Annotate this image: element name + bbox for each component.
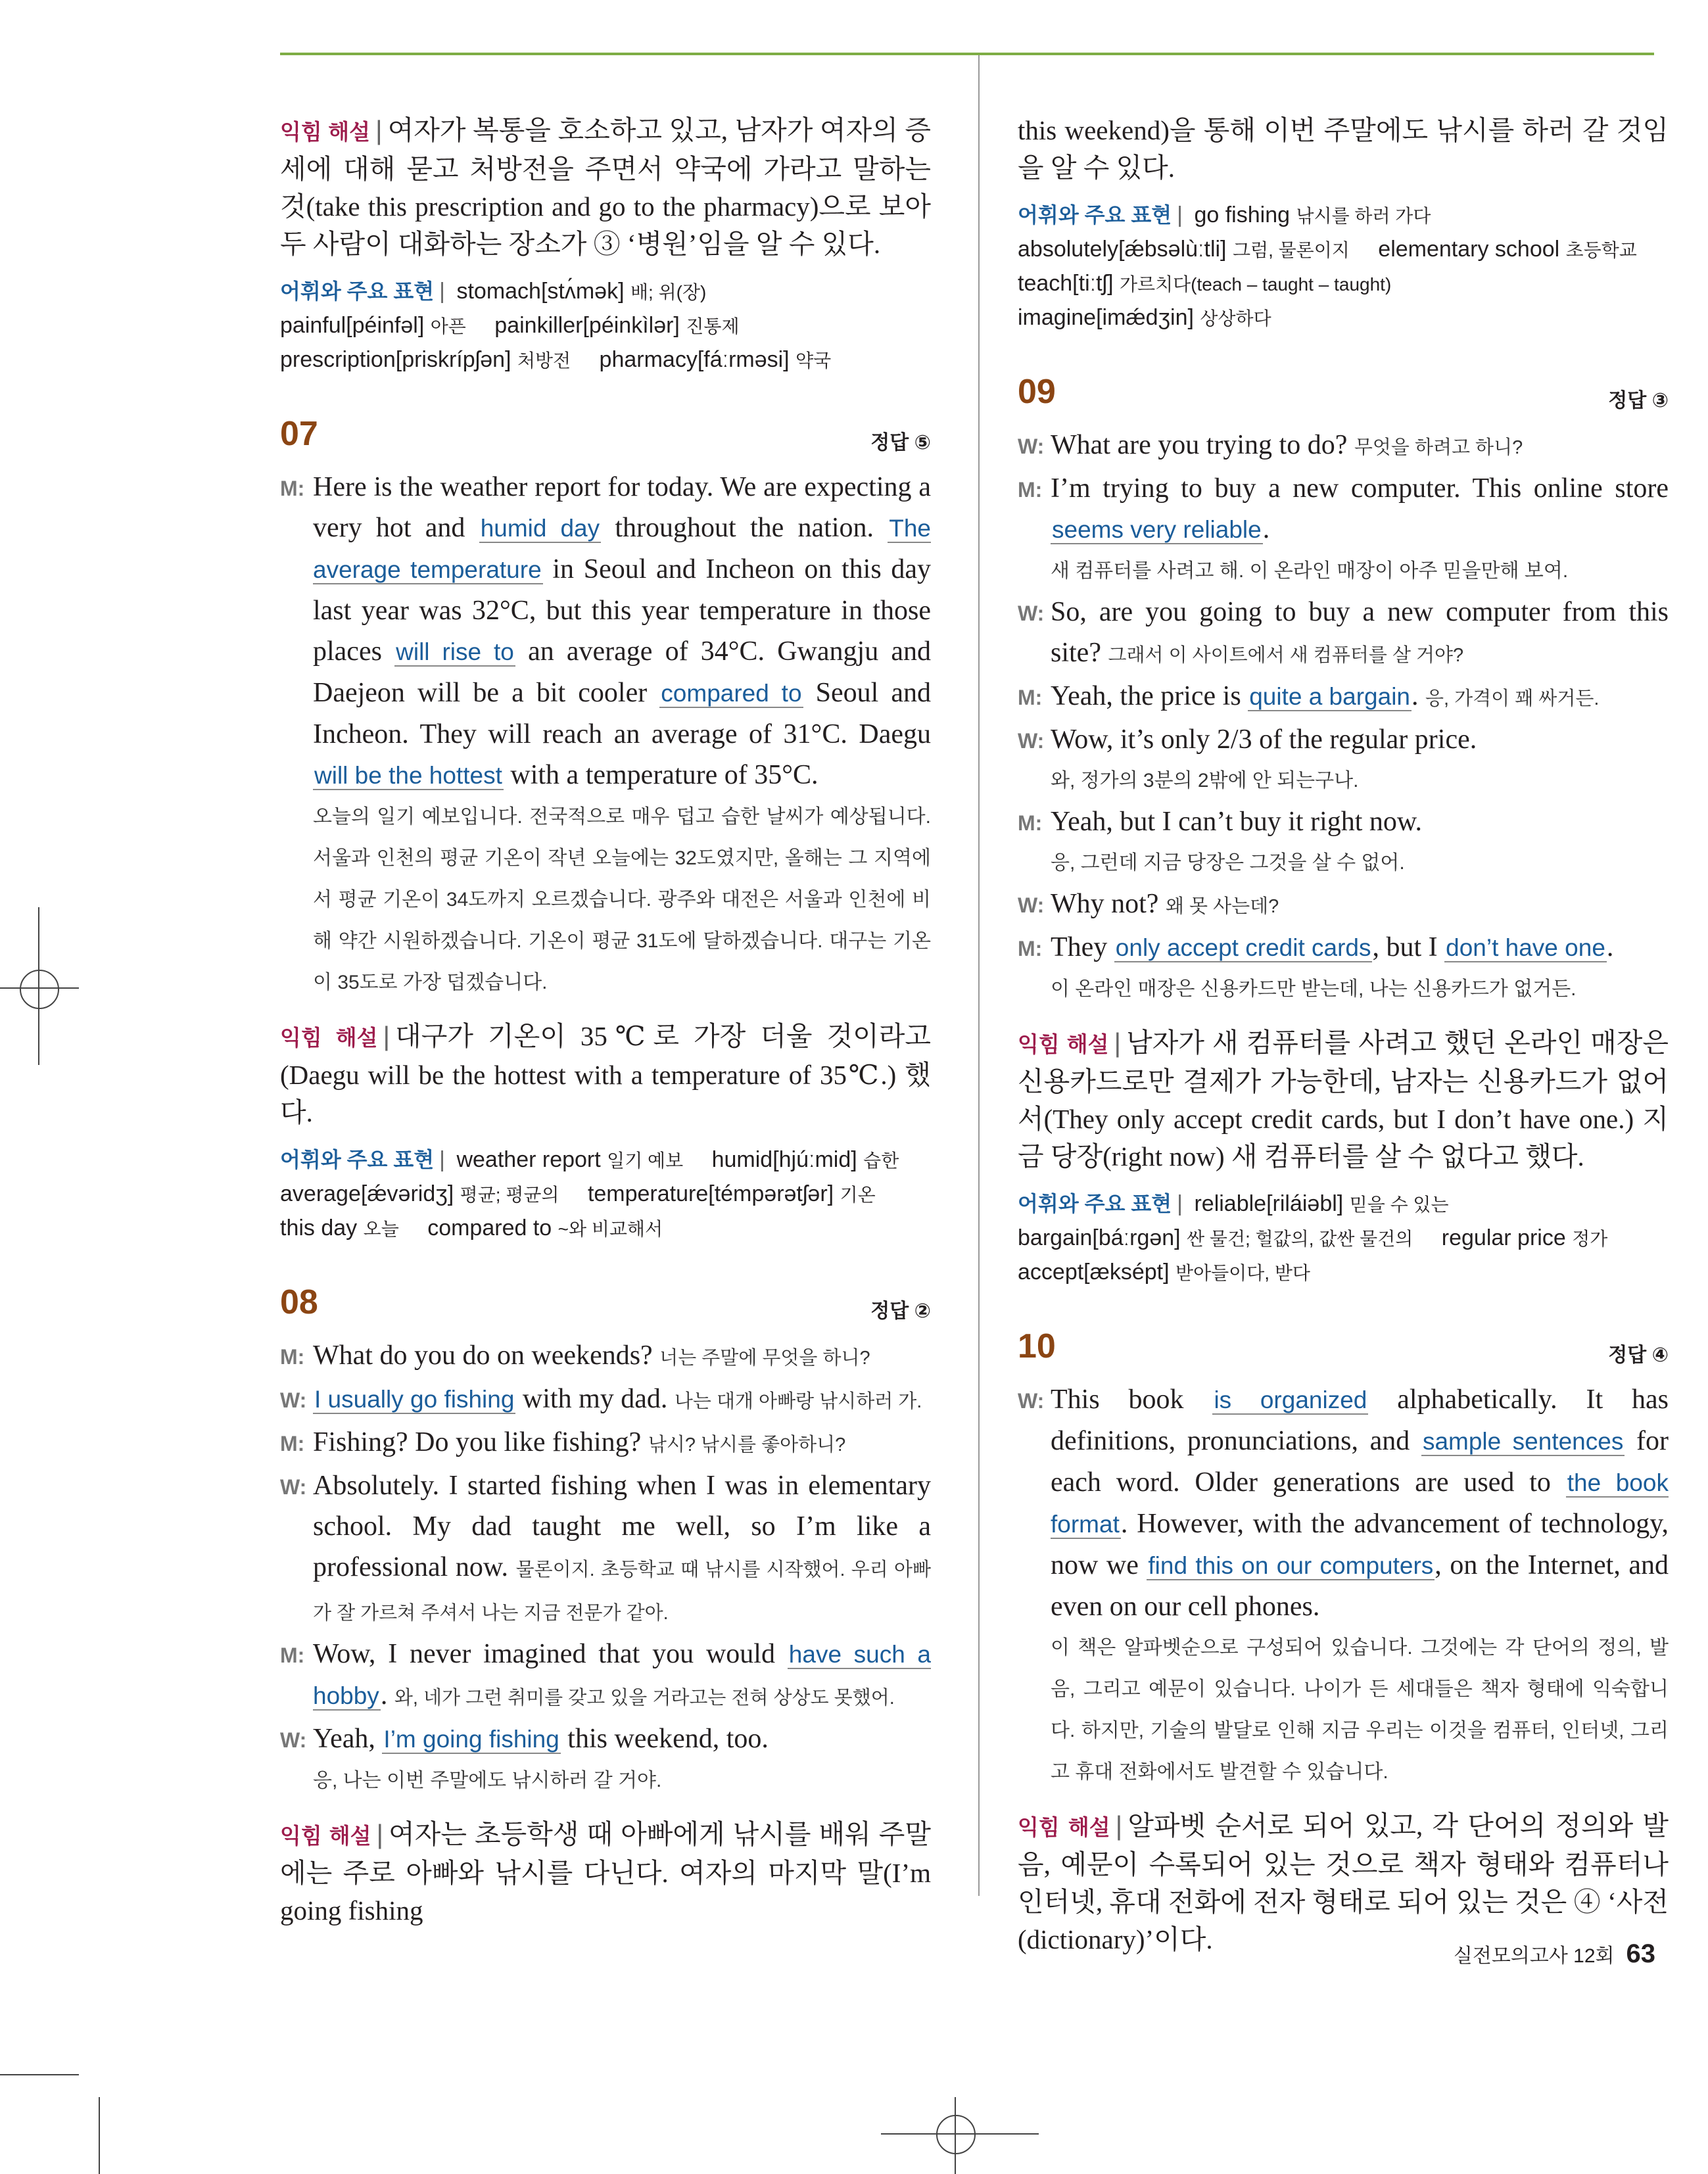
q07-explanation: 익힘 해설 | 대구가 기온이 35℃로 가장 더울 것이라고(Daegu will be the hottest with a temperature of 35℃.) 했다. [280,1021,931,1127]
answer-badge: 정답 ② [870,1300,931,1322]
q06-vocab: 어휘와 주요 표현 | stomach[stʌ́mək] 배; 위(장) painful[péinfəl] 아픈 painkiller[péinkìlər] 진통제 prescription[priskrípʃən] 처방전 pharmacy[fáːrməsi] 약국 [280,279,832,372]
dialogue-line: W: Yeah, I’m going fishing this weekend, too. [280,1724,769,1754]
crop-mark [0,2074,79,2075]
registration-circle [20,970,59,1009]
q07-script: M: Here is the weather report for today. We are expecting a very hot and humid day throughout the nation. The average temperature in Seoul and Incheon on this day last year was 32°C, but this year temperature in those places will rise to an average of 34°C. Gwangju and Daejeon will be a bit cooler compared to Seoul and Incheon. They will reach an average of 31°C. Daegu will be the hottest with a temperature of 35°C. [280,467,931,796]
blank-answer: the book format [1051,1469,1669,1538]
vocab-item: regular price 정가 [1441,1225,1608,1250]
q10-explanation: 익힘 해설 | 알파벳 순서로 되어 있고, 각 단어의 정의와 발음, 예문이 수록되어 있는 것으로 책자 형태와 컴퓨터나 인터넷, 휴대 전화에 전자 형태로 되어 있는 것은 ④ ‘사전(dictionary)’이다. [1018,1810,1669,1954]
question-number: 10 [1018,1327,1056,1365]
q08-explanation: 익힘 해설 | 여자는 초등학생 때 아빠에게 낚시를 배워 주말에는 주로 아빠와 낚시를 다닌다. 여자의 마지막 말(I’m going fishing [280,1819,932,1926]
dialogue-line: M: Yeah, the price is quite a bargain. 응, 가격이 꽤 싸거든. [1018,681,1600,711]
q07-vocab: 어휘와 주요 표현 | weather report 일기 예보 humid[hjúːmid] 습한 average[ǽvəridʒ] 평균; 평균의 temperature[témpərətʃər] 기온 this day 오늘 compared to ~와 비교해서 [280,1147,899,1241]
q09-explanation: 익힘 해설 | 남자가 새 컴퓨터를 사려고 했던 온라인 매장은 신용카드로만 결제가 가능한데, 남자는 신용카드가 없어서(They only accept credit cards, but I don’t have one.) 지금 당장(right now) 새 컴퓨터를 살 수 없다고 했다. [1018,1028,1669,1171]
top-rule [280,53,1654,55]
vocab-item: humid[hjúːmid] 습한 [711,1147,899,1172]
dialogue-line: W: Absolutely. I started fishing when I was in elementary school. My dad taught me well, so I’m like a professional now. 물론이지. 초등학교 때 낚시를 시작했어. 우리 아빠가 잘 가르쳐 주셔서 나는 지금 전문가 같아. [280,1471,931,1624]
column-divider [978,55,980,1896]
vocab-item: temperature[témpərətʃər] 기온 [587,1181,876,1206]
explain-label: 익힘 해설 [280,120,371,144]
explain-label: 익힘 해설 [1018,1032,1109,1056]
explain-label: 익힘 해설 [280,1026,378,1050]
blank-answer: will rise to [396,638,514,665]
answer-badge: 정답 ③ [1608,390,1669,412]
vocab-item: reliable[riláiəbl] 믿을 수 있는 [1194,1191,1449,1216]
question-number: 08 [280,1283,318,1321]
blank-answer: I’m going fishing [383,1726,559,1753]
vocab-item: absolutely[ǽbsəlùːtli] 그럼, 물론이지 [1018,237,1350,262]
vocab-label: 어휘와 주요 표현 [1018,1192,1172,1216]
vocab-label: 어휘와 주요 표현 [280,279,435,303]
q10-script: W: This book is organized alphabetically. It has definitions, pronunciations, and sample sentences for each word. Older generations are used to the book format. However, with the advancement of technology, now we find this on our computers, on the Internet, and even on our cell phones. [1018,1379,1669,1627]
dialogue-line: W: Wow, it’s only 2/3 of the regular price. [1018,724,1477,755]
dialogue-line: W: What are you trying to do? 무엇을 하려고 하니? [1018,430,1523,460]
dialogue-translation: 새 컴퓨터를 사려고 해. 이 온라인 매장이 아주 믿을만해 보여. [1051,560,1569,582]
q10-translation: 이 책은 알파벳순으로 구성되어 있습니다. 그것에는 각 단어의 정의, 발음, 그리고 예문이 있습니다. 나이가 든 세대들은 책자 형태에 익숙합니다. 하지만, 기술의 발달로 인해 지금 우리는 이것을 컴퓨터, 인터넷, 그리고 휴대 전화에서도 발견할 수 있습니다. [1051,1637,1669,1783]
vocab-label: 어휘와 주요 표현 [1018,203,1172,227]
dialogue-line: M: Fishing? Do you like fishing? 낚시? 낚시를 좋아하니? [280,1427,846,1457]
blank-answer: humid day [480,515,600,542]
blank-answer: is organized [1214,1386,1367,1413]
q07-translation: 오늘의 일기 예보입니다. 전국적으로 매우 덥고 습한 날씨가 예상됩니다. 서울과 인천의 평균 기온이 작년 오늘에는 32도였지만, 올해는 그 지역에서 평균 기온이 34도까지 오르겠습니다. 광주와 대전은 서울과 인천에 비해 약간 시원하겠습니다. 기온이 평균 31도에 달하겠습니다. 대구는 기온이 35도로 가장 덥겠습니다. [313,806,931,993]
dialogue-translation: 응, 나는 이번 주말에도 낚시하러 갈 거야. [313,1770,662,1791]
q10-header [1018,1327,1669,1373]
blank-answer: have such a hobby [313,1641,931,1709]
vocab-item: this day 오늘 [280,1216,399,1241]
blank-answer: will be the hottest [314,762,502,789]
crop-mark [99,2097,100,2174]
vocab-item: teach[tiːtʃ] 가르치다(teach – taught – taught) [1018,271,1392,296]
blank-answer: I usually go fishing [314,1386,515,1413]
q08-explanation-continued: this weekend)을 통해 이번 주말에도 낚시를 하러 갈 것임을 알 수 있다. [1018,115,1669,183]
q09-vocab: 어휘와 주요 표현 | reliable[riláiəbl] 믿을 수 있는 bargain[báːrgən] 싼 물건; 헐값의, 값싼 물건의 regular price 정가 accept[æksépt] 받아들이다, 받다 [1018,1191,1608,1285]
q06-explanation: 익힘 해설 | 여자가 복통을 호소하고 있고, 남자가 여자의 증세에 대해 묻고 처방전을 주면서 약국에 가라고 말하는 것(take this prescription and go to the pharmacy)으로 보아 두 사람이 대화하는 장소가 ③ ‘병원’임을 알 수 있다. [280,115,931,259]
dialogue-line: M: Wow, I never imagined that you would have such a hobby. 와, 네가 그런 취미를 갖고 있을 거라고는 전혀 상상도 못했어. [280,1639,931,1711]
explain-label: 익힘 해설 [280,1824,371,1848]
vocab-item: elementary school 초등학교 [1378,237,1637,262]
dialogue-line: M: Yeah, but I can’t buy it right now. [1018,807,1423,837]
speaker-label: W: [1018,1389,1045,1413]
page-number: 63 [1626,1939,1655,1968]
question-number: 07 [280,415,318,453]
vocab-item: imagine[imǽdʒin] 상상하다 [1018,305,1271,330]
answer-badge: 정답 ④ [1608,1344,1669,1366]
blank-answer: sample sentences [1422,1428,1624,1455]
right-column [1018,112,1669,1958]
vocab-label: 어휘와 주요 표현 [280,1148,435,1171]
dialogue-line: W: Why not? 왜 못 사는데? [1018,889,1279,919]
blank-answer: The average temperature [313,515,932,583]
blank-answer: only accept credit cards [1115,934,1371,961]
explain-label: 익힘 해설 [1018,1815,1110,1839]
q09-header [1018,372,1669,418]
registration-circle [936,2115,976,2154]
dialogue-translation: 와, 정가의 3분의 2밖에 안 되는구나. [1051,770,1359,792]
speaker-label: M: [280,477,305,500]
dialogue-line: W: So, are you going to buy a new computer from this site? 그래서 이 사이트에서 새 컴퓨터를 살 거야? [1018,597,1669,668]
blank-answer: seems very reliable [1052,516,1262,543]
blank-answer: don’t have one [1446,934,1605,961]
vocab-item: painful[péinfəl] 아픈 [280,313,466,338]
q08-vocab: 어휘와 주요 표현 | go fishing 낚시를 하러 가다 absolutely[ǽbsəlùːtli] 그럼, 물론이지 elementary school 초등학교 teach[tiːtʃ] 가르치다(teach – taught – taught) imagine[imǽdʒin] 상상하다 [1018,202,1637,330]
vocab-item: prescription[priskrípʃən] 처방전 [280,347,571,372]
dialogue-line: M: I’m trying to buy a new computer. This online store seems very reliable. [1018,473,1669,544]
vocab-item: stomach[stʌ́mək] 배; 위(장) [456,279,707,304]
vocab-item: go fishing 낚시를 하러 가다 [1194,202,1431,227]
footer-title: 실전모의고사 12회 [1453,1945,1615,1967]
dialogue-translation: 응, 그런데 지금 당장은 그것을 살 수 없어. [1051,852,1405,874]
vocab-item: pharmacy[fáːrməsi] 약국 [599,347,832,372]
q07-header [280,414,931,460]
vocab-item: compared to ~와 비교해서 [427,1216,663,1241]
vocab-item: average[ǽvəridʒ] 평균; 평균의 [280,1181,559,1206]
dialogue-line: M: What do you do on weekends? 너는 주말에 무엇을 하니? [280,1340,870,1371]
q08-header [280,1283,931,1329]
dialogue-line: W: I usually go fishing with my dad. 나는 대개 아빠랑 낚시하러 가. [280,1384,922,1414]
dialogue-line: M: They only accept credit cards, but I don’t have one. [1018,932,1614,962]
blank-answer: compared to [661,680,802,707]
left-column [280,112,931,1929]
page-footer [1454,1939,1655,1969]
answer-badge: 정답 ⑤ [870,432,931,454]
dialogue-translation: 이 온라인 매장은 신용카드만 받는데, 나는 신용카드가 없거든. [1051,978,1577,1000]
blank-answer: quite a bargain [1249,683,1410,710]
vocab-item: accept[æksépt] 받아들이다, 받다 [1018,1260,1310,1285]
vocab-item: weather report 일기 예보 [456,1147,684,1172]
vocab-item: bargain[báːrgən] 싼 물건; 헐값의, 값싼 물건의 [1018,1225,1413,1250]
question-number: 09 [1018,373,1056,411]
vocab-item: painkiller[péinkìlər] 진통제 [494,313,740,338]
blank-answer: find this on our computers [1148,1552,1434,1579]
